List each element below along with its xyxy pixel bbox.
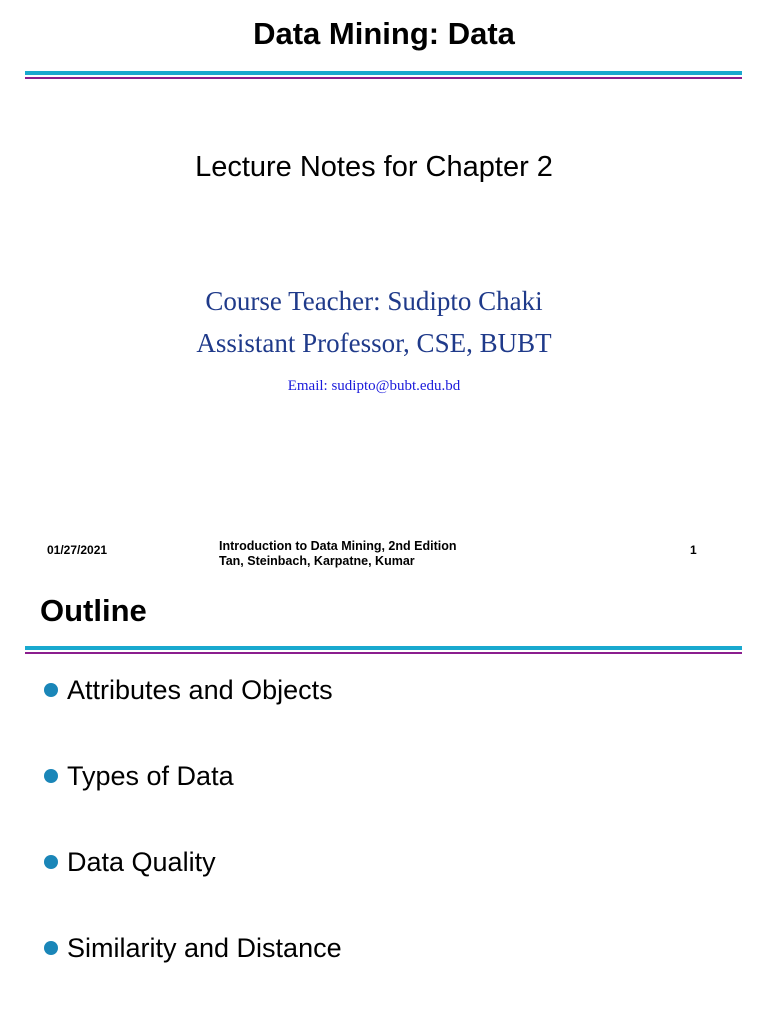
course-teacher: Course Teacher: Sudipto Chaki [205,286,543,316]
outline-list [44,674,342,1018]
slide-subtitle: Lecture Notes for Chapter 2 [195,151,553,183]
outline-item-label: Attributes and Objects [67,675,333,705]
outline-item [44,846,342,932]
divider-magenta-line [25,77,742,79]
outline-item [44,760,342,846]
footer-book-authors: Tan, Steinbach, Karpatne, Kumar [219,554,415,568]
footer-date: 01/27/2021 [47,543,108,557]
footer-page-number: 1 [690,543,697,557]
outline-item-label: Types of Data [67,761,234,791]
outline-item-label: Data Quality [67,847,216,877]
outline-item-label: Similarity and Distance [67,933,342,963]
bullet-icon [44,941,58,955]
footer-book-info [219,539,456,569]
footer-book-title: Introduction to Data Mining, 2nd Edition [219,539,457,553]
outline-item [44,932,342,1018]
bullet-icon [44,683,58,697]
teacher-position: Assistant Professor, CSE, BUBT [196,328,552,358]
title-divider [25,646,742,654]
divider-magenta-line [25,652,742,654]
bullet-icon [44,855,58,869]
slide-title: Data Mining: Data [253,16,515,51]
outline-item [44,674,342,760]
slide-title: Outline [40,593,147,628]
teacher-email: Email: sudipto@bubt.edu.bd [287,378,461,394]
title-divider [25,71,742,79]
bullet-icon [44,769,58,783]
slide-2 [0,580,768,1024]
